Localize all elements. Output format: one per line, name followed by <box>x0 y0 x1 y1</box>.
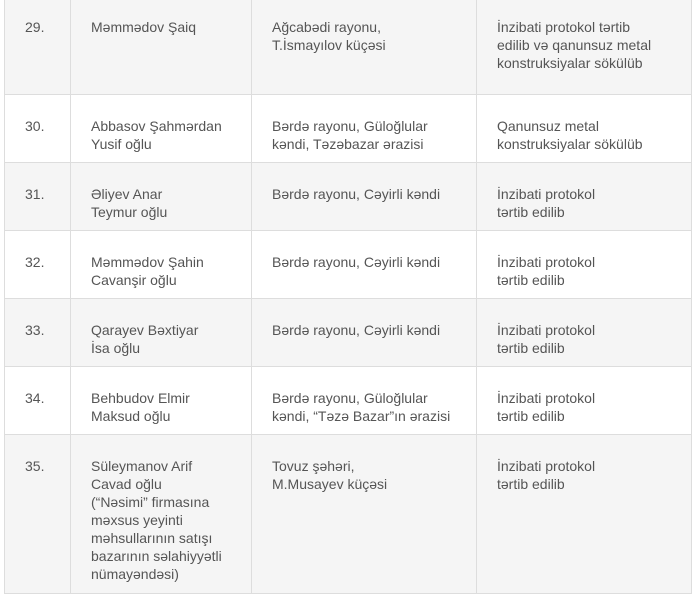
row-number: 33. <box>5 299 71 367</box>
person-name: Süleymanov Arif Cavad oğlu (“Nəsimi” firmasına məxsus yeyinti məhsullarının satışı bazarının səlahiyyətli nümayəndəsi) <box>71 435 252 594</box>
row-number: 35. <box>5 435 71 594</box>
location: Bərdə rayonu, Güloğlular kəndi, Təzəbazar ərazisi <box>252 95 477 163</box>
person-name: Abbasov Şahmərdan Yusif oğlu <box>71 95 252 163</box>
row-number: 34. <box>5 367 71 435</box>
violations-table <box>4 0 692 594</box>
action-taken: İnzibati protokol tərtib edilib və qanunsuz metal konstruksiyalar sökülüb <box>477 0 692 95</box>
table-row <box>5 95 692 163</box>
person-name: Qarayev Bəxtiyar İsa oğlu <box>71 299 252 367</box>
action-taken: İnzibati protokol tərtib edilib <box>477 435 692 594</box>
table-row <box>5 231 692 299</box>
location: Bərdə rayonu, Güloğlular kəndi, “Təzə Bazar”ın ərazisi <box>252 367 477 435</box>
table-row <box>5 299 692 367</box>
row-number: 30. <box>5 95 71 163</box>
action-taken: Qanunsuz metal konstruksiyalar sökülüb <box>477 95 692 163</box>
location: Ağcabədi rayonu, T.İsmayılov küçəsi <box>252 0 477 95</box>
action-taken: İnzibati protokol tərtib edilib <box>477 231 692 299</box>
person-name: Məmmədov Şaiq <box>71 0 252 95</box>
location: Bərdə rayonu, Cəyirli kəndi <box>252 163 477 231</box>
action-taken: İnzibati protokol tərtib edilib <box>477 367 692 435</box>
location: Bərdə rayonu, Cəyirli kəndi <box>252 231 477 299</box>
table-row <box>5 0 692 95</box>
table-row <box>5 435 692 594</box>
person-name: Əliyev Anar Teymur oğlu <box>71 163 252 231</box>
row-number: 32. <box>5 231 71 299</box>
row-number: 31. <box>5 163 71 231</box>
location: Tovuz şəhəri, M.Musayev küçəsi <box>252 435 477 594</box>
table-row <box>5 367 692 435</box>
location: Bərdə rayonu, Cəyirli kəndi <box>252 299 477 367</box>
action-taken: İnzibati protokol tərtib edilib <box>477 299 692 367</box>
person-name: Məmmədov Şahin Cavanşir oğlu <box>71 231 252 299</box>
action-taken: İnzibati protokol tərtib edilib <box>477 163 692 231</box>
row-number: 29. <box>5 0 71 95</box>
person-name: Behbudov Elmir Maksud oğlu <box>71 367 252 435</box>
table-row <box>5 163 692 231</box>
violations-table-container <box>4 0 691 594</box>
